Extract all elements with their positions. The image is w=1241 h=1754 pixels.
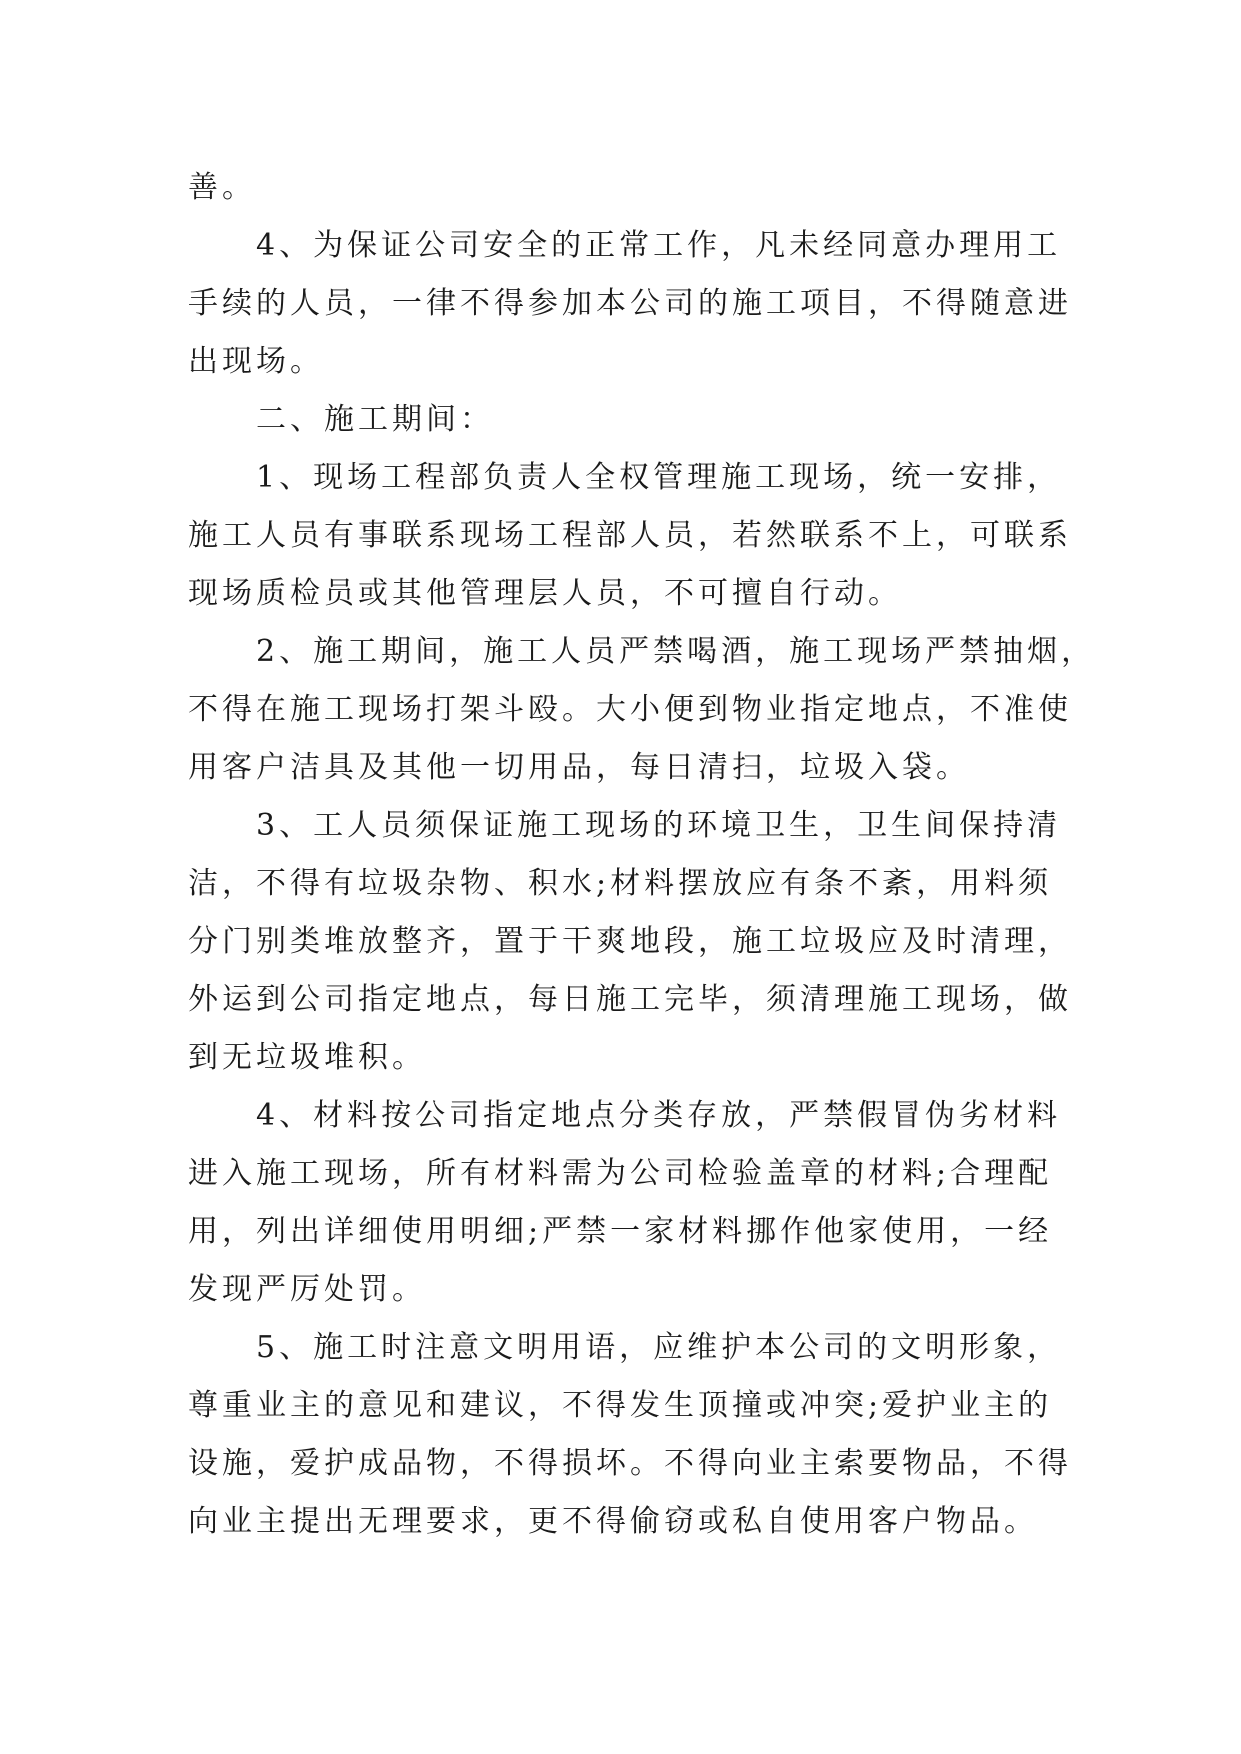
text-line: 出现场。 xyxy=(188,344,324,379)
text-line: 洁，不得有垃圾杂物、积水;材料摆放应有条不紊，用料须 xyxy=(188,866,1053,901)
text-line: 4、材料按公司指定地点分类存放，严禁假冒伪劣材料 xyxy=(188,1098,1062,1133)
text-line: 现场质检员或其他管理层人员，不可擅自行动。 xyxy=(188,576,902,611)
text-line: 3、工人员须保证施工现场的环境卫生，卫生间保持清 xyxy=(188,808,1062,843)
text-line: 手续的人员，一律不得参加本公司的施工项目，不得随意进 xyxy=(188,286,1072,321)
text-line: 进入施工现场，所有材料需为公司检验盖章的材料;合理配 xyxy=(188,1156,1053,1191)
text-line: 尊重业主的意见和建议，不得发生顶撞或冲突;爱护业主的 xyxy=(188,1388,1053,1423)
text-line: 不得在施工现场打架斗殴。大小便到物业指定地点，不准使 xyxy=(188,692,1072,727)
text-line: 4、为保证公司安全的正常工作，凡未经同意办理用工 xyxy=(188,228,1062,263)
section-heading: 二、施工期间： xyxy=(188,402,494,437)
text-line: 2、施工期间，施工人员严禁喝酒，施工现场严禁抽烟， xyxy=(188,634,1096,669)
text-line: 用客户洁具及其他一切用品，每日清扫，垃圾入袋。 xyxy=(188,750,970,785)
text-line: 向业主提出无理要求，更不得偷窃或私自使用客户物品。 xyxy=(188,1504,1038,1539)
text-line: 外运到公司指定地点，每日施工完毕，须清理施工现场，做 xyxy=(188,982,1072,1017)
text-line: 施工人员有事联系现场工程部人员，若然联系不上，可联系 xyxy=(188,518,1072,553)
text-line: 5、施工时注意文明用语，应维护本公司的文明形象， xyxy=(188,1330,1062,1365)
document-body xyxy=(188,159,1096,1551)
text-line: 分门别类堆放整齐，置于干爽地段，施工垃圾应及时清理， xyxy=(188,924,1072,959)
text-line: 1、现场工程部负责人全权管理施工现场，统一安排， xyxy=(188,460,1062,495)
text-line: 善。 xyxy=(188,170,256,205)
text-line: 发现严厉处罚。 xyxy=(188,1272,426,1307)
text-line: 到无垃圾堆积。 xyxy=(188,1040,426,1075)
text-line: 设施，爱护成品物，不得损坏。不得向业主索要物品，不得 xyxy=(188,1446,1072,1481)
text-line: 用，列出详细使用明细;严禁一家材料挪作他家使用，一经 xyxy=(188,1214,1053,1249)
